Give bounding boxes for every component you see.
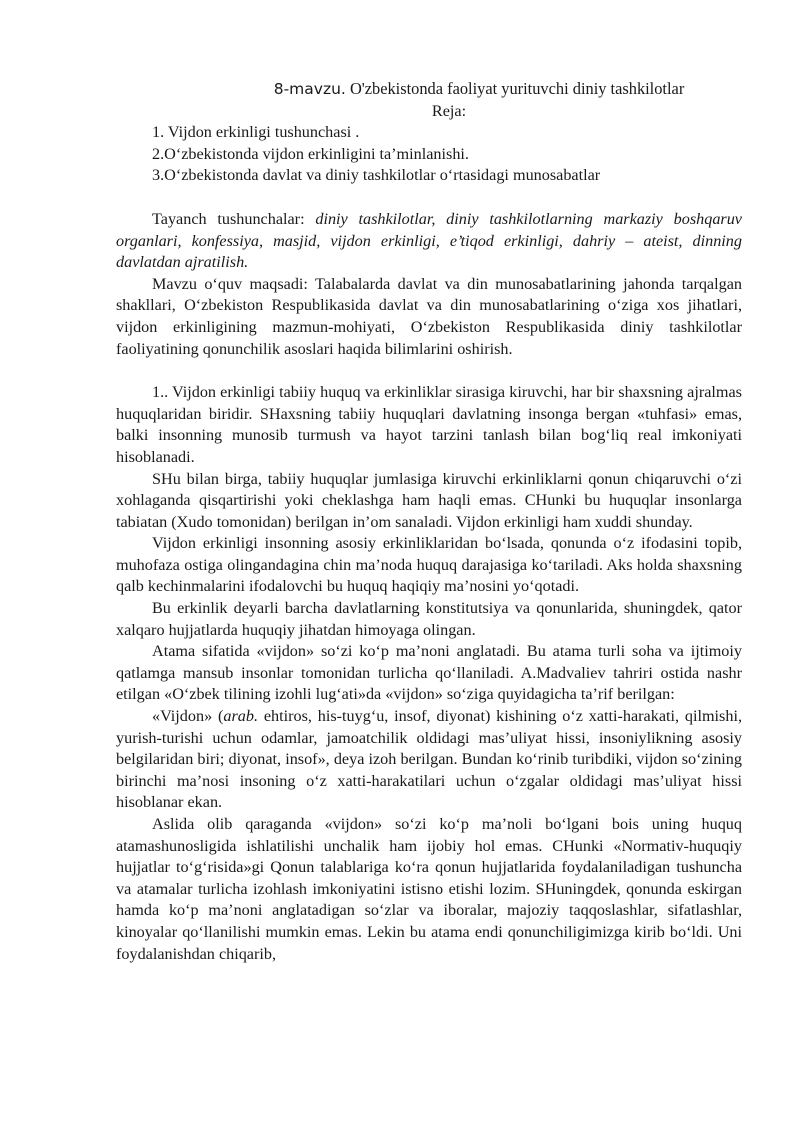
plan-heading: Reja: (431, 101, 467, 120)
body-paragraph: 1.. Vijdon erkinligi tabiiy huquq va erkinliklar sirasiga kiruvchi, har bir shaxsning ajralmas huquqlaridan biridir. SHaxsning tabiiy huquqlari davlatning insonga bergan «tuhfasi» emas, balki insonning munosib turmush va hayot tarzini tanlash bilan bog‘liq real imkoniyati hisoblanadi. (116, 383, 742, 466)
page-title (116, 78, 742, 101)
closing-paragraph: Aslida olib qaraganda «vijdon» so‘zi ko‘p ma’noli bo‘lgani bois uning huquq atamashunosligida ishlatilishi unchalik ham ijobiy hol emas. CHunki «Normativ-huquqiy hujjatlar to‘g‘risida»gi Qonun talablariga ko‘ra qonun hujjatlarida foydalaniladigan tushuncha va atamalar turlicha izohlash imkoniyatini istisno etishi lozim. SHuningdek, qonunda eskirgan hamda ko‘p ma’noni anglatadigan so‘zlar va iboralar, majoziy taqqoslashlar, sifatlashlar, kinoyalar qo‘llanilishi mumkin emas. Lekin bu atama endi qonunchiligimizga kirib bo‘ldi. Uni foydalanishdan chiqarib, (116, 815, 742, 963)
topic-title: O'zbekistonda faoliyat yurituvchi diniy tashkilotlar (345, 79, 685, 98)
body-paragraph: Bu erkinlik deyarli barcha davlatlarning konstitutsiya va qonunlarida, shuningdek, qator xalqaro hujjatlarda huquqiy jihatdan himoyaga olingan. (116, 599, 742, 639)
definition-start: «Vijdon» ( (152, 707, 224, 726)
plan-list (116, 122, 742, 187)
spacer (116, 360, 742, 382)
plan-item: 3.O‘zbekistonda davlat va diniy tashkilotlar o‘rtasidagi munosabatlar (152, 166, 601, 185)
goal-paragraph: Mavzu o‘quv maqsadi: Talabalarda davlat va din munosabatlarining jahonda tarqalgan shakllari, O‘zbekiston Respublikasida davlat va din munosabatlarining o‘ziga xos jihatlari, vijdon erkinligining mazmun-mohiyati, O‘zbekiston Respublikasida diniy tashkilotlar faoliyatining qonunchilik asoslari haqida bilimlarini oshirish. (116, 274, 742, 358)
definition-rest: ehtiros, his-tuyg‘u, insof, diyonat) kishining o‘z xatti-harakati, qilmishi, yurish-turishi uchun odamlar, jamoatchilik oldidagi mas’uliyat hissi, insoniylikning asosiy belgilaridan biri; diyonat, insof», deya izoh berilgan. Bundan ko‘rinib turibdiki, vijdon so‘zining birinchi ma’nosi insoning o‘z xatti-harakatilari uchun o‘zgalar oldidagi mas’uliyat hissi hisoblanar ekan. (116, 707, 742, 812)
topic-number: 8-mavzu. (273, 80, 346, 98)
document-body (116, 78, 742, 965)
plan-item: 2.O‘zbekistonda vijdon erkinligini ta’minlanishi. (152, 144, 469, 163)
body-paragraph: Atama sifatida «vijdon» so‘zi ko‘p ma’noni anglatadi. Bu atama turli soha va ijtimoiy qatlamga mansub insonlar tomonidan turlicha qo‘llaniladi. A.Madvaliev tahriri ostida nashr etilgan «O‘zbek tilining izohli lug‘ati»da «vijdon» so‘ziga quyidagicha ta’rif berilgan: (116, 642, 742, 704)
definition-paragraph (116, 706, 742, 814)
body-paragraph: Vijdon erkinligi insonning asosiy erkinliklaridan bo‘lsada, qonunda o‘z ifodasini topib, muhofaza ostiga olingandagina chin ma’noda huquq darajasiga ko‘tariladi. Aks holda shaxsning qalb kechinmalarini ifodalovchi bu huquq haqiqiy ma’nosini yo‘qotadi. (116, 534, 742, 596)
plan-item: 1. Vijdon erkinligi tushunchasi . (152, 123, 360, 142)
keywords-paragraph (116, 209, 742, 274)
keywords-terms: diniy tashkilotlar, diniy tashkilotlarning markaziy boshqaruv organlari, konfessiya, masjid, vijdon erkinligi, e’tiqod erkinligi, dahriy – ateist, dinning davlatdan ajratilish. (116, 209, 742, 272)
keywords-label: Tayanch tushunchalar: (152, 209, 316, 228)
body-paragraph: SHu bilan birga, tabiiy huquqlar jumlasiga kiruvchi erkinliklarni qonun chiqaruvchi o‘zi xohlaganda qisqartirishi yoki cheklashga ham haqli emas. CHunki bu huquqlar insonlarga tabiatan (Xudo tomonidan) berilgan in’om sanaladi. Vijdon erkinligi ham xuddi shunday. (116, 469, 742, 531)
spacer (116, 187, 742, 209)
definition-arab: arab. (223, 707, 259, 726)
